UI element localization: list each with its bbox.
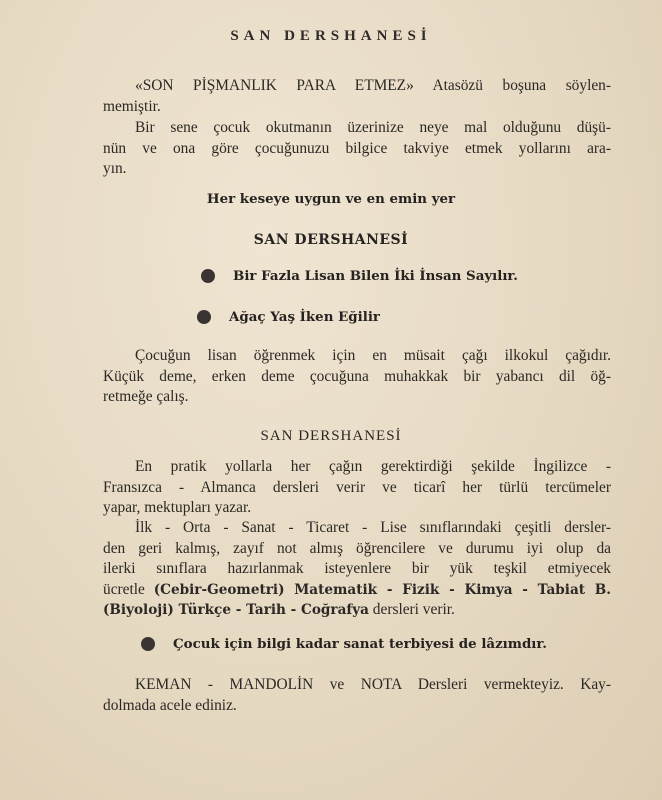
bullet-text-1: Bir Fazla Lisan Bilen İki İnsan Sayılır. bbox=[233, 268, 518, 284]
bullet-dot-icon bbox=[141, 637, 155, 651]
intro2-line-2: nün ve ona göre çocuğunuzu bilgice takviye etmek yollarını ara- bbox=[103, 139, 611, 157]
courses-paragraph bbox=[103, 457, 611, 519]
courses-line-2: Fransızca - Almanca dersleri verir ve ticarî her türlü tercümeler bbox=[103, 478, 611, 496]
page-header-title: SAN DERSHANESİ bbox=[230, 28, 432, 44]
bullet-text-3: Çocuk için bilgi kadar sanat terbiyesi de lâzımdır. bbox=[173, 636, 547, 652]
tagline: Her keseye uygun ve en emin yer bbox=[206, 191, 456, 207]
intro2-line-3: yın. bbox=[103, 160, 127, 178]
support-line-4 bbox=[103, 580, 611, 601]
intro-paragraph-2 bbox=[103, 118, 611, 180]
language-line-2: Küçük deme, erken deme çocuğuna muhakkak bir yabancı dil öğ- bbox=[103, 367, 611, 385]
support-line-4-bold: (Cebir-Geometri) Matematik - Fizik - Kimya - Tabiat B. bbox=[153, 581, 611, 598]
language-paragraph bbox=[103, 346, 611, 408]
language-line-3: retmeğe çalış. bbox=[103, 388, 189, 406]
bullet-item-3 bbox=[141, 636, 547, 652]
music-line-1: KEMAN - MANDOLİN ve NOTA Dersleri vermekteyiz. Kay- bbox=[135, 676, 611, 693]
intro2-line-1: Bir sene çocuk okutmanın üzerinize neye mal olduğunu düşü- bbox=[135, 119, 611, 136]
support-line-2: den geri kalmış, zayıf not almış öğrencilere ve durumu iyi olup da bbox=[103, 539, 611, 557]
bullet-item-2 bbox=[197, 309, 380, 325]
intro-line-1: «SON PİŞMANLIK PARA ETMEZ» Atasözü boşuna söylen- bbox=[135, 77, 611, 94]
support-line-5-bold: (Biyoloji) Türkçe - Tarih - Coğrafya bbox=[103, 602, 369, 619]
courses-line-3: yapar, mektupları yazar. bbox=[103, 499, 252, 517]
bullet-dot-icon bbox=[197, 310, 211, 324]
bullet-text-2: Ağaç Yaş İken Eğilir bbox=[229, 309, 380, 325]
support-line-1: İlk - Orta - Sanat - Ticaret - Lise sınıflarındaki çeşitli dersler- bbox=[135, 519, 611, 536]
courses-line-1: En pratik yollarla her çağın gerektirdiği şekilde İngilizce - bbox=[135, 458, 611, 475]
support-line-4-pre: ücretle bbox=[103, 580, 154, 598]
music-line-2: dolmada acele ediniz. bbox=[103, 696, 237, 714]
support-line-3: ilerki sınıflara hazırlanmak isteyenlere bir yük teşkil etmiyecek bbox=[103, 560, 611, 578]
bullet-dot-icon bbox=[201, 269, 215, 283]
support-paragraph bbox=[103, 518, 611, 621]
support-line-5 bbox=[103, 600, 611, 621]
language-line-1: Çocuğun lisan öğrenmek için en müsait çağı ilkokul çağıdır. bbox=[135, 347, 611, 364]
school-name-plain: SAN DERSHANESİ bbox=[260, 428, 402, 444]
intro-paragraph-1 bbox=[103, 76, 611, 117]
bullet-item-1 bbox=[201, 268, 518, 284]
music-paragraph bbox=[103, 675, 611, 716]
intro-line-2: memiştir. bbox=[103, 97, 161, 115]
school-name-bold: SAN DERSHANESİ bbox=[253, 232, 409, 248]
support-line-5-post: dersleri verir. bbox=[368, 601, 455, 619]
